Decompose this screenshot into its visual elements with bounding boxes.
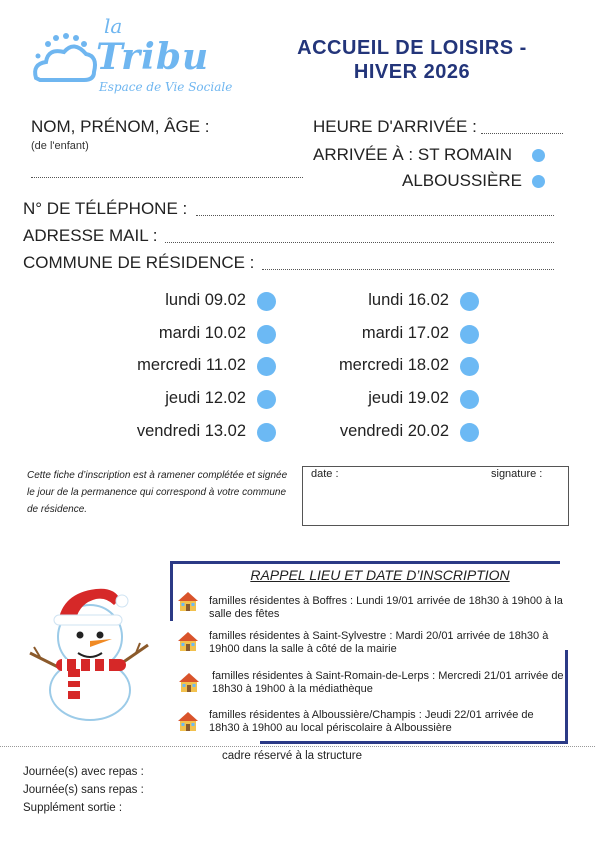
day-checkbox[interactable] (257, 325, 276, 344)
rappel-entry: familles résidentes à Saint-Sylvestre : Mardi 20/01 arrivée de 18h30 à 19h00 dans la salle à côté de la mairie (209, 630, 549, 655)
title-line-2: HIVER 2026 (353, 61, 471, 83)
day-label: mardi 17.02 (361, 324, 449, 342)
radio-alboussiere[interactable] (532, 175, 545, 188)
day-checkbox[interactable] (257, 390, 276, 409)
day-checkbox[interactable] (257, 357, 276, 376)
name-label: NOM, PRÉNOM, ÂGE : (31, 117, 210, 136)
house-icon (177, 630, 199, 652)
name-sublabel: (de l'enfant) (31, 140, 89, 152)
phone-field[interactable] (196, 214, 554, 216)
day-checkbox[interactable] (460, 325, 479, 344)
day-checkbox[interactable] (460, 390, 479, 409)
radio-st-romain[interactable] (532, 149, 545, 162)
snowman-illustration (10, 585, 160, 725)
rappel-entry: familles résidentes à Boffres : Lundi 19/01 arrivée de 18h30 à 19h00 à la salle des fêtes (209, 595, 563, 620)
day-label: jeudi 12.02 (165, 389, 246, 407)
signature-label: signature : (491, 468, 543, 480)
arrival-time-field[interactable] (481, 132, 563, 134)
day-checkbox[interactable] (460, 423, 479, 442)
day-label: jeudi 19.02 (368, 389, 449, 407)
footer-line: Journée(s) avec repas : (23, 766, 144, 778)
day-label: mardi 10.02 (158, 324, 246, 342)
rappel-title: RAPPEL LIEU ET DATE D’INSCRIPTION (250, 567, 510, 583)
email-label: ADRESSE MAIL : (23, 226, 158, 245)
footer-title: cadre réservé à la structure (222, 750, 362, 762)
house-icon (177, 710, 199, 732)
logo-name: Tribu (96, 36, 210, 78)
frame-right-edge (565, 650, 568, 743)
day-label: vendredi 20.02 (339, 422, 449, 440)
day-label: mercredi 11.02 (137, 356, 246, 374)
day-checkbox[interactable] (460, 357, 479, 376)
commune-field[interactable] (262, 268, 554, 270)
phone-label: N° DE TÉLÉPHONE : (23, 199, 188, 218)
name-field[interactable] (31, 176, 303, 178)
day-label: lundi 16.02 (368, 291, 449, 309)
day-checkbox[interactable] (257, 292, 276, 311)
house-icon (178, 671, 200, 693)
instruction-note: Cette fiche d’inscription est à ramener complétée et signée le jour de la permanence qui correspond à votre commune de résidence. (27, 470, 288, 515)
arrival-time-label: HEURE D'ARRIVÉE : (313, 117, 477, 136)
rappel-entry: familles résidentes à Alboussière/Champis : Jeudi 22/01 arrivée de 18h30 à 19h00 au local périscolaire à Alboussière (209, 709, 534, 734)
title-line-1: ACCUEIL DE LOISIRS - (297, 37, 527, 59)
frame-top-edge (170, 561, 560, 564)
date-label: date : (311, 468, 339, 480)
logo-la: la (104, 14, 123, 38)
rappel-entry: familles résidentes à Saint-Romain-de-Lerps : Mercredi 21/01 arrivée de 18h30 à 19h00 à la médiathèque (212, 670, 564, 695)
commune-label: COMMUNE DE RÉSIDENCE : (23, 253, 255, 272)
arrival-alt-label: ALBOUSSIÈRE (402, 171, 522, 190)
logo-cloud-icon (28, 28, 100, 86)
day-label: mercredi 18.02 (338, 356, 449, 374)
frame-bottom-edge (260, 741, 568, 744)
page-title (262, 36, 562, 84)
arrival-place-label: ARRIVÉE À : ST ROMAIN (313, 145, 513, 164)
footer-divider (0, 746, 595, 747)
day-checkbox[interactable] (257, 423, 276, 442)
house-icon (177, 590, 199, 612)
day-checkbox[interactable] (460, 292, 479, 311)
day-label: vendredi 13.02 (136, 422, 246, 440)
email-field[interactable] (165, 241, 554, 243)
logo-subtitle: Espace de Vie Sociale (99, 80, 233, 94)
footer-line: Supplément sortie : (23, 802, 123, 814)
frame-left-edge (170, 561, 173, 621)
footer-line: Journée(s) sans repas : (23, 784, 144, 796)
day-label: lundi 09.02 (165, 291, 246, 309)
